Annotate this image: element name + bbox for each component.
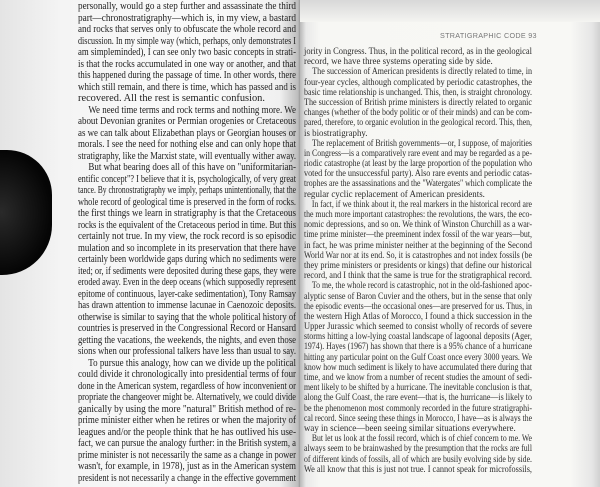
text-line: the much more important catastrophes: the revolutions, the wars, the eco- bbox=[304, 209, 532, 219]
text-line: jority in Congress. Thus, in the political record, as in the geological bbox=[304, 46, 532, 56]
text-line: as we can talk about Elizabethan plays or Georgian houses or bbox=[78, 127, 296, 139]
text-line: 1974). Hayes (1967) has shown that there is a 95% chance of a hurricane bbox=[304, 341, 532, 352]
right-page-text bbox=[304, 46, 532, 474]
text-line: But what bearing does all of this have on "uniformitarian- bbox=[88, 162, 296, 173]
text-line: The succession of American presidents is directly related to time, in bbox=[312, 66, 532, 77]
text-line: hitting any particular point on the Gulf Coast once every 3000 years. We bbox=[304, 351, 532, 362]
text-line: time, and we know from a number of recent studies the amount of sedi- bbox=[304, 372, 532, 382]
text-line: which still remain, and there is time, which has passed and is bbox=[78, 81, 296, 93]
text-line: Upper Jurassic which seemed to consist wholly of records of severe bbox=[304, 321, 532, 332]
text-line: the episodic events—the occasional ones—are preserved for us. Thus, in bbox=[304, 300, 532, 311]
text-line: recovered. All the rest is semantic confusion. bbox=[78, 93, 265, 104]
text-line: The succession of British prime ministers is directly related to organic bbox=[304, 96, 532, 107]
text-line: am simpleminded), I can see only two basic concepts in strati- bbox=[78, 47, 296, 58]
text-line: sions when our professional talkers have less than usual to say. bbox=[78, 346, 296, 357]
text-line: nomic depressions, and so on. We think of Winston Churchill as a war- bbox=[304, 219, 532, 230]
left-page-text bbox=[78, 1, 296, 484]
text-line: done in the American system, regardless of how inconvenient or bbox=[78, 380, 296, 392]
text-line: record, and I think that the same is true for the stratigraphical record. bbox=[304, 270, 532, 281]
text-line: mulation and so incomplete in its preservation that there have bbox=[78, 242, 296, 254]
text-line: entific concept"? I believe that it is, psychologically, of very great bbox=[78, 173, 296, 185]
text-line: know how much sediment is likely to have accumulated there during that bbox=[304, 361, 532, 372]
text-line: certainly been worldwide gaps during which no sediments were bbox=[78, 254, 296, 265]
text-line: record, we have three systems operating side by side. bbox=[304, 56, 493, 67]
text-line: the western High Atlas of Morocco, I found a thick succession in the bbox=[304, 310, 532, 321]
text-line: To pursue this analogy, how can we divide up the political bbox=[88, 357, 296, 369]
text-line: ited; or, if sediments were deposited during these gaps, they were bbox=[78, 265, 296, 277]
text-line: of different kinds of fossils, all of which are busily evolving side by side. bbox=[304, 453, 532, 464]
text-line: epitome of continuous, layer-cake sedimentation), Tony Ramsay bbox=[78, 288, 296, 300]
text-line: ment likely to be shifted by a hurricane. The inevitable conclusion is that, bbox=[304, 382, 532, 393]
text-line: storms hitting a low-lying coastal landscape of lagoonal deposits (Ager, bbox=[304, 331, 532, 342]
text-line: in Congress—is a comparatively rare event and may be regarded as a pe- bbox=[304, 147, 532, 158]
text-line: morals. I see the need for nothing else and can only hope that bbox=[78, 139, 296, 150]
text-line: president is not necessarily a change in the effective government bbox=[78, 472, 296, 484]
text-line: To me, the whole record is catastrophic, not in the old-fashioned apoc- bbox=[311, 280, 532, 291]
text-line: We need time terms and rock terms and nothing more. We bbox=[88, 104, 297, 116]
text-line: always seem to be brainwashed by the presumption that the rocks are full bbox=[304, 443, 532, 454]
text-line: We all know that this is just not true. I cannot speak for microfossils, bbox=[304, 463, 532, 474]
text-line: regular cyclic replacement of American presidents. bbox=[304, 188, 485, 199]
text-line: has drawn attention to immense lacunae in Caenozoic deposits. bbox=[78, 300, 296, 311]
running-head: STRATIGRAPHIC CODE 93 bbox=[440, 31, 537, 40]
text-line: prime minister either when he retires or when the majority of bbox=[78, 415, 296, 426]
text-line: about Devonian granites or Permian orogenies or Cretaceous bbox=[78, 116, 296, 127]
text-line: four-year cycles, although complicated by periodic catastrophes, the bbox=[304, 76, 532, 87]
text-line: riodic catastrophe (at least by the large proportion of the population who bbox=[304, 158, 532, 169]
text-line: tance. By chronostratigraphy we imply, perhaps unintentionally, that the bbox=[78, 185, 296, 196]
text-line: In fact, if we think about it, the real markers in the historical record are bbox=[311, 198, 532, 209]
page-shadow bbox=[300, 0, 600, 22]
text-line: cal record. Since seeing these things in Morocco, I have—as is always the bbox=[304, 412, 532, 423]
text-line: voted for the unsuccessful party). Also rare events and periodic catas- bbox=[304, 168, 532, 179]
text-line: personally, would go a step further and assassinate the third bbox=[78, 1, 296, 12]
text-line: fact, we can pursue the analogy further: in the British system, a bbox=[78, 438, 296, 449]
text-line: way in science—been seeing similar situations everywhere. bbox=[304, 422, 516, 433]
text-line: leagues and/or the people think that he has outlived his use- bbox=[78, 426, 296, 438]
text-line: getting the vacations, the weekends, the nights, and even those bbox=[78, 334, 296, 346]
text-line: rocks is the equivalent of the Cretaceous period in time. But this bbox=[78, 219, 296, 231]
text-line: trophes are the assassinations and the "Watergates" which complicate the bbox=[304, 178, 532, 189]
text-line: in fact, he was prime minister neither at the beginning of the Second bbox=[304, 239, 532, 250]
text-line: and rocks that serves only to obfuscate the whole record and bbox=[78, 24, 296, 35]
right-book-page bbox=[300, 0, 600, 487]
text-line: propriate the changeover might be. Alternatively, we could divide bbox=[78, 392, 296, 403]
text-line: could divide it chronologically into presidential terms of four bbox=[78, 369, 296, 380]
text-line: basic time relationship is unchanged. This, then, is straight chronology. bbox=[304, 86, 532, 97]
text-line: stratigraphy, like the Marxist state, will eventually wither away. bbox=[78, 150, 296, 162]
text-line: World War nor at its end. So, it is catastrophes and not index fossils (be bbox=[304, 249, 532, 260]
text-line: this happened during the passage of time. In other words, there bbox=[78, 70, 296, 81]
text-line: But let us look at the fossil record, which is of chief concern to me. We bbox=[311, 433, 532, 444]
text-line: otherwise is similar to saying that the whole political history of bbox=[78, 311, 296, 323]
text-line: is biostratigraphy. bbox=[304, 127, 368, 138]
text-line: alyptic sense of Baron Cuvier and the others, but in the sense that only bbox=[304, 290, 532, 301]
text-line: part—chronostratigraphy—which is, in my view, a bastard bbox=[78, 12, 296, 24]
text-line: discussion. In my simple way (which, perhaps, only demonstrates I bbox=[78, 35, 296, 47]
text-line: they prime ministers or presidents or kings) that define our historical bbox=[304, 259, 532, 270]
text-line: changes (whether of the body politic or of their minds) and can be com- bbox=[304, 107, 532, 118]
text-line: the first things we learn in stratigraphy is that the Cretaceous bbox=[78, 208, 296, 219]
text-line: certainly not true. In my view, the rock record is so episodic bbox=[78, 231, 296, 242]
text-line: eroded away. Even in the deep oceans (which supposedly represent bbox=[78, 277, 296, 288]
text-line: pared, therefore, to organic evolution in the geological record. This, then, bbox=[304, 117, 532, 128]
text-line: ganically by using the more "natural" British method of re- bbox=[78, 403, 296, 415]
text-line: prime minister is not necessarily the same as a change in power bbox=[78, 449, 296, 461]
text-line: The replacement of British governments—or, I suppose, of majorities bbox=[312, 137, 532, 148]
text-line: countries is preserved in the Congressional Record or Hansard bbox=[78, 323, 296, 334]
text-line: be the phenomenon most commonly recorded in the future stratigraphi- bbox=[304, 402, 532, 413]
text-line: whole record of geological time is preserved in the form of rocks. bbox=[78, 196, 296, 208]
text-line: is that the rocks accumulated in one way or another, and that bbox=[78, 58, 296, 70]
text-line: wasn't, for example, in 1978), just as in the American system bbox=[78, 461, 296, 472]
text-line: time prime minister—the preeminent index fossil of the war years—but, bbox=[304, 229, 532, 240]
text-line: along the Gulf Coast, the rare event—that is, the hurricane—is likely to bbox=[304, 392, 532, 403]
